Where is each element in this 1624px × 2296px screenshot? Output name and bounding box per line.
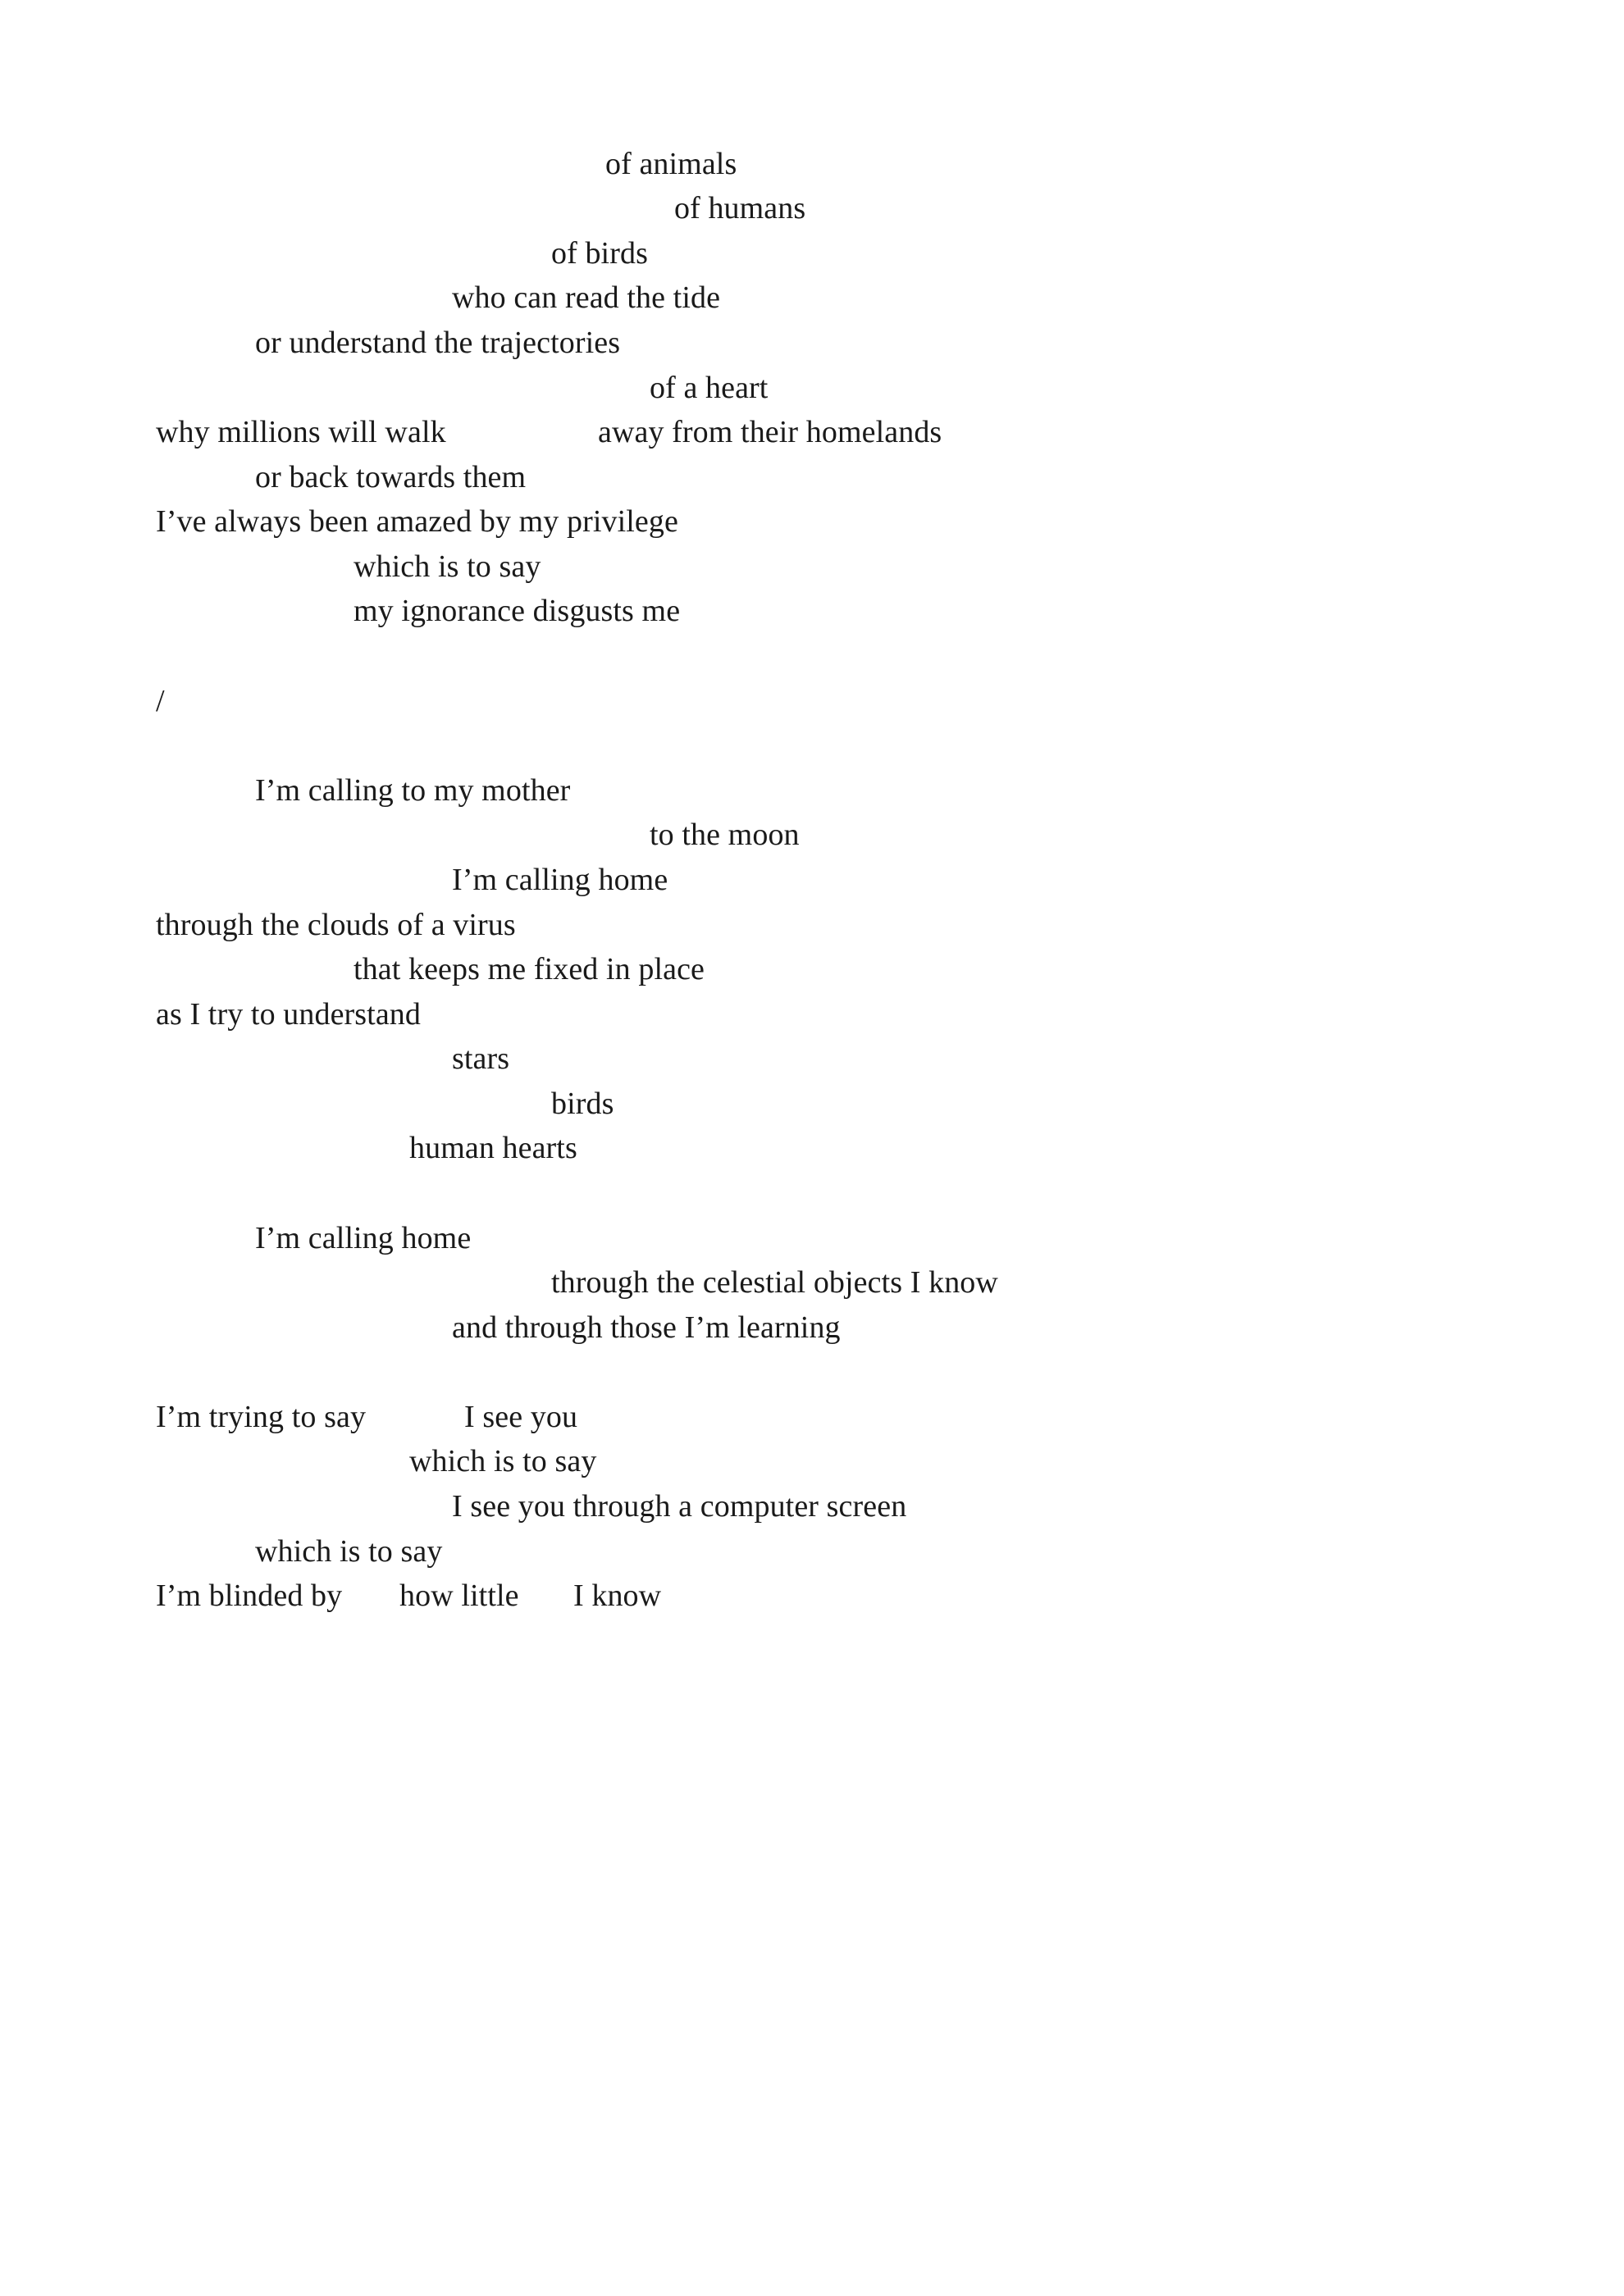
poem-line: I’m calling home: [452, 863, 668, 897]
poem-line: I see you through a computer screen: [452, 1489, 907, 1524]
poem-line: of animals: [605, 147, 737, 181]
poem-line-fragment: I see you: [464, 1400, 578, 1434]
poem-line: which is to say: [255, 1534, 443, 1569]
poem-line-fragment: why millions will walk: [156, 415, 446, 449]
poem-line-fragment: how little: [399, 1578, 519, 1613]
poem-line: human hearts: [409, 1131, 577, 1165]
poem-line: I’ve always been amazed by my privilege: [156, 504, 678, 539]
poem-line: as I try to understand: [156, 997, 422, 1032]
poem-line: through the clouds of a virus: [156, 908, 516, 942]
poem-line: of humans: [674, 191, 806, 226]
poem-line: through the celestial objects I know: [551, 1265, 998, 1300]
poem-line: to the moon: [650, 818, 800, 852]
poem-line: I’m calling to my mother: [255, 773, 571, 808]
poem-line-fragment: I know: [573, 1578, 662, 1613]
poem-line-fragment: I’m trying to say: [156, 1400, 367, 1434]
poem-line-fragment: I’m blinded by: [156, 1578, 343, 1613]
poem-line: that keeps me fixed in place: [354, 952, 705, 986]
poem-line: of birds: [551, 236, 648, 271]
poem-line: stars: [452, 1041, 510, 1076]
poem-line: I’m calling home: [255, 1221, 472, 1255]
poem-line-fragment: away from their homelands: [598, 415, 942, 449]
poem-line: or back towards them: [255, 460, 527, 494]
section-separator: /: [156, 684, 165, 718]
poem-line: or understand the trajectories: [255, 326, 621, 360]
poem-line: of a heart: [650, 371, 769, 405]
poem-line: birds: [551, 1086, 614, 1121]
poem-line: and through those I’m learning: [452, 1310, 841, 1345]
poem-line: which is to say: [354, 549, 541, 584]
poem-line: my ignorance disgusts me: [354, 594, 681, 628]
poem-line: which is to say: [409, 1444, 597, 1478]
poem-line: who can read the tide: [452, 280, 721, 315]
